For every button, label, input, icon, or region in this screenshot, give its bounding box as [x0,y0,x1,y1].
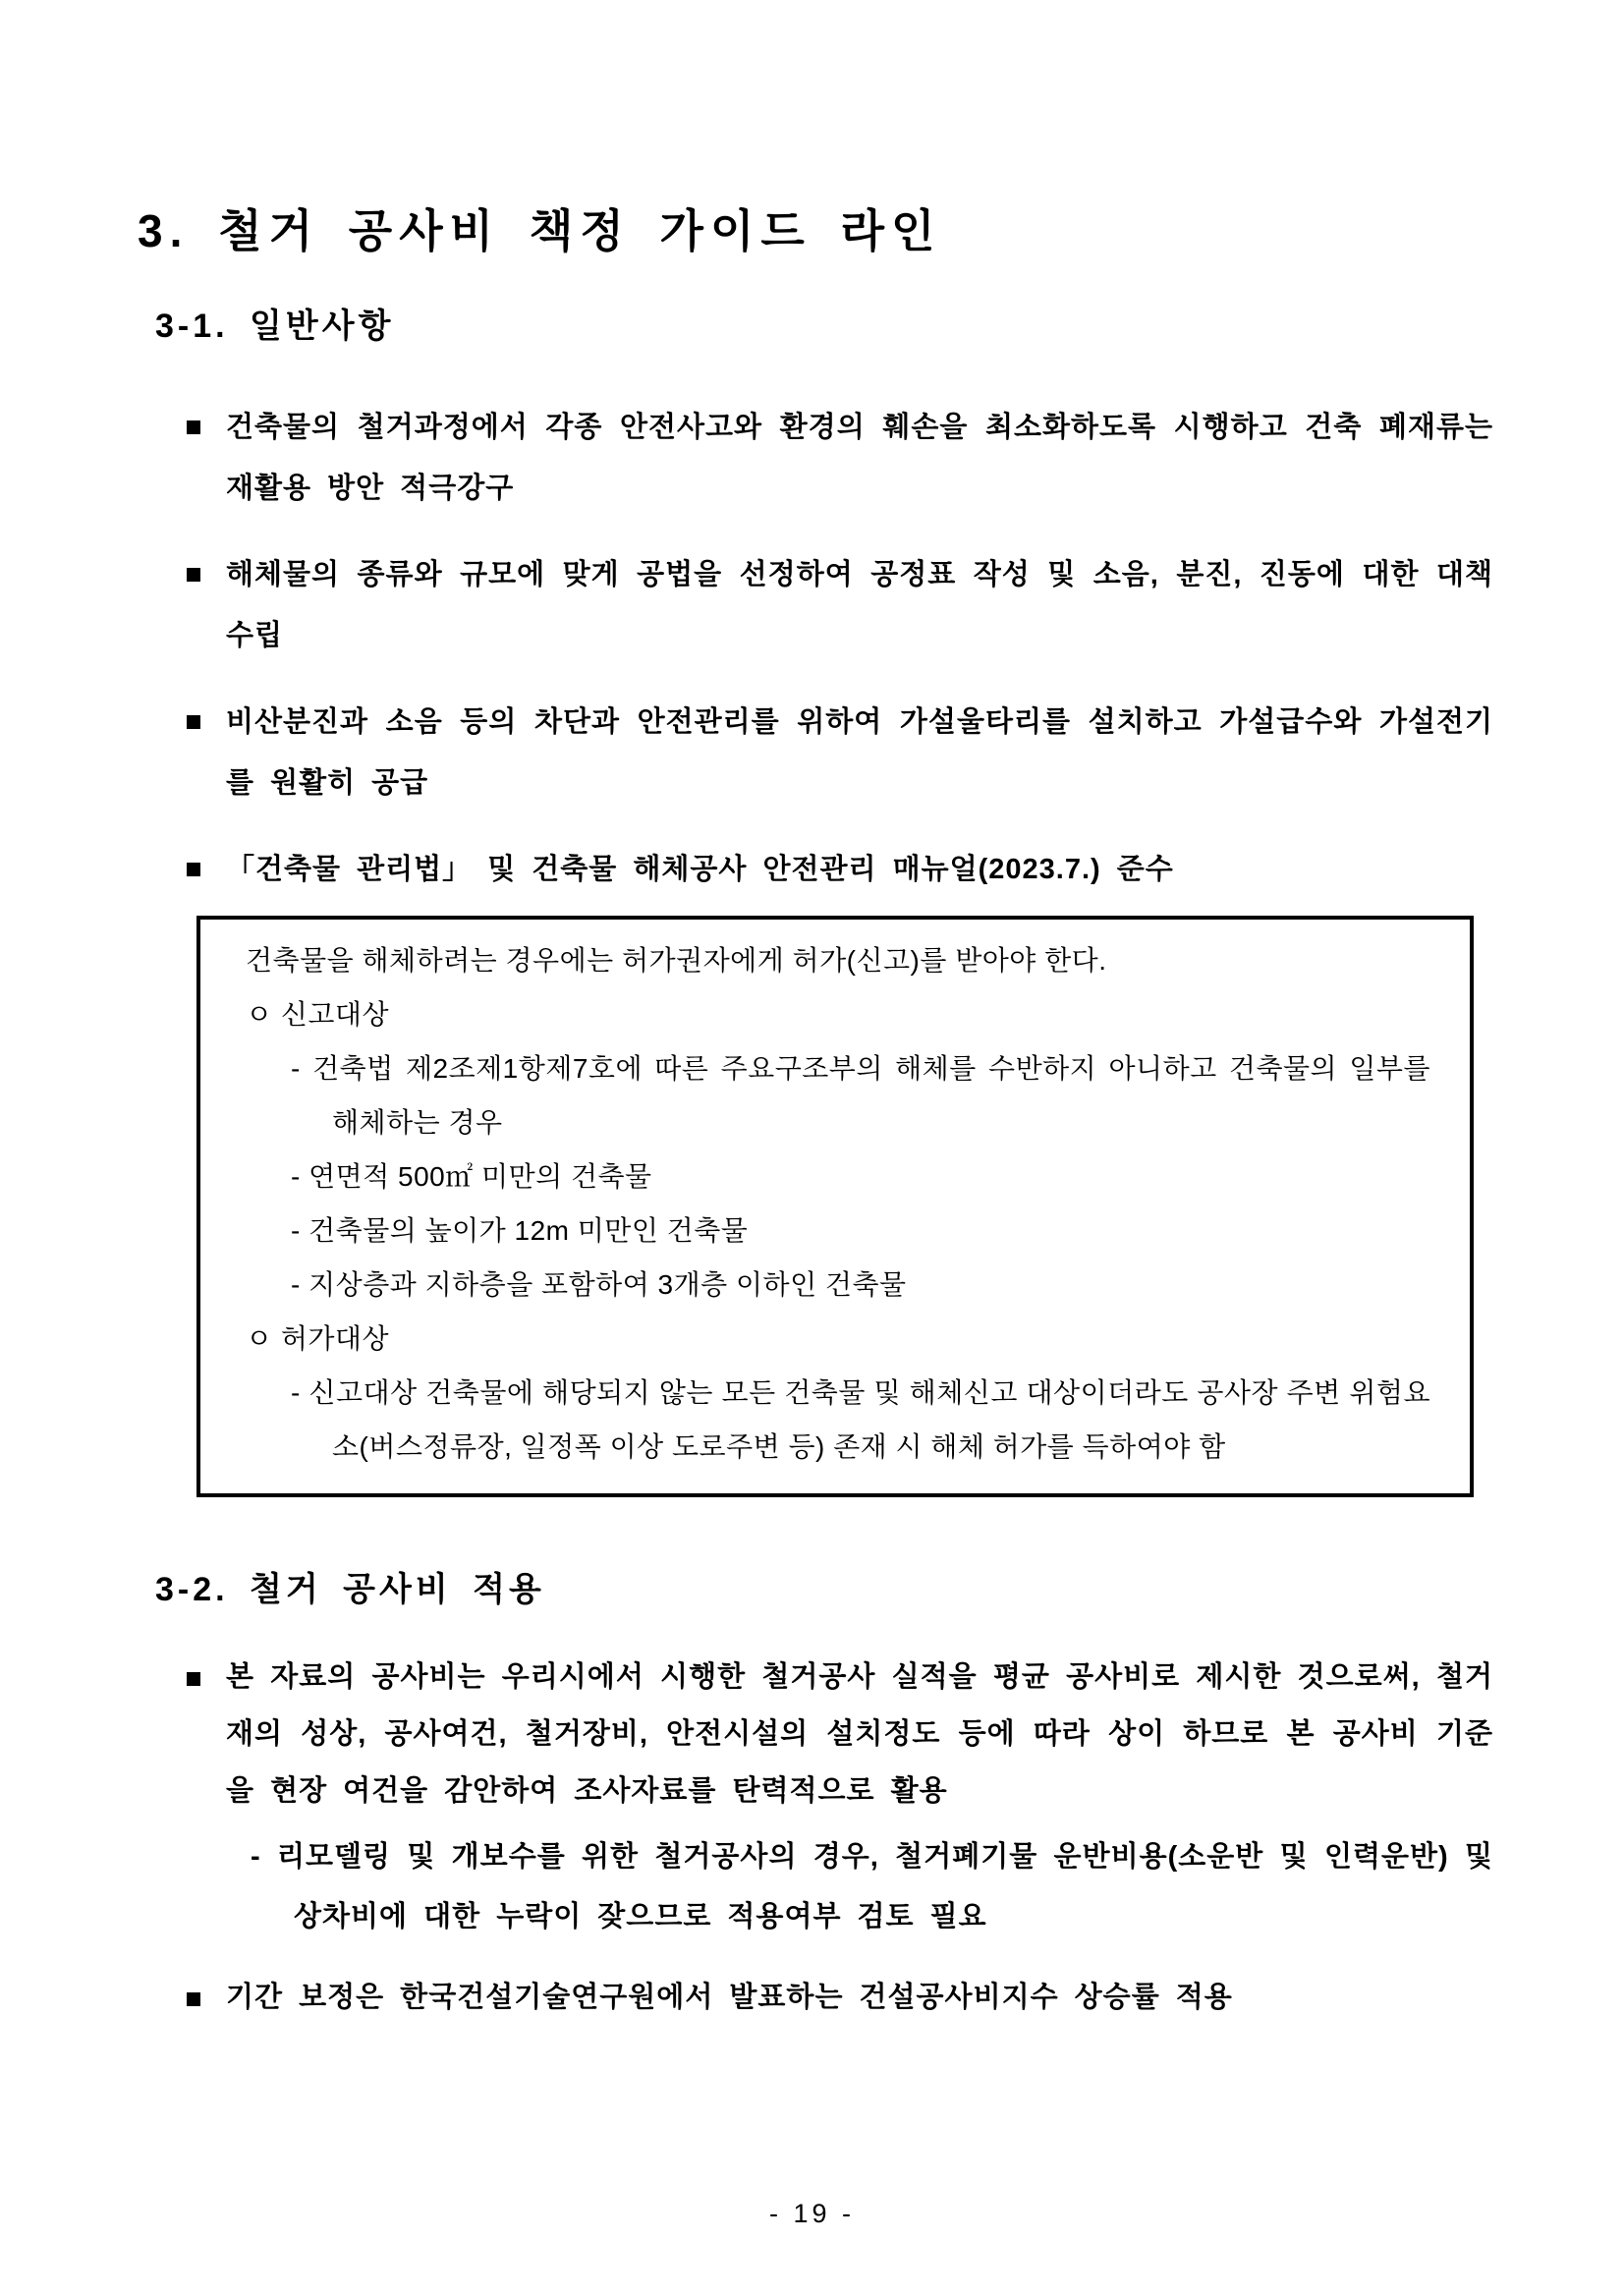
notice-group-label: ㅇ 허가대상 [246,1322,390,1354]
notice-box [196,916,1474,1497]
notice-item: - 신고대상 건축물에 해당되지 않는 모든 건축물 및 해체신고 대상이더라도 공사장 주변 위험요소(버스정류장, 일정폭 이상 도로주변 등) 존재 시 해체 허가를 득하여야 함 [291,1376,1430,1462]
square-bullet-icon [187,863,200,876]
bullet-item [187,839,1493,900]
bullet-item [187,1649,1493,1820]
notice-item: - 연면적 500㎡ 미만의 건축물 [291,1160,652,1192]
square-bullet-icon [187,1992,200,2006]
notice-item: - 지상층과 지하층을 포함하여 3개층 이하인 건축물 [291,1268,907,1300]
bullet-text: 기간 보정은 한국건설기술연구원에서 발표하는 건설공사비지수 상승률 적용 [226,1981,1233,2013]
square-bullet-icon [187,568,200,582]
page-number: - 19 - [768,2199,856,2228]
square-bullet-icon [187,420,200,434]
notice-group-label: ㅇ 신고대상 [246,998,390,1030]
section-3-1-bullet-list [187,397,1493,900]
bullet-item [187,397,1493,519]
bullet-text: 건축물의 철거과정에서 각종 안전사고와 환경의 훼손을 최소화하도록 시행하고 건축 폐재류는 재활용 방안 적극강구 [226,411,1493,504]
section-3-1-heading: 3-1. 일반사항 [155,307,395,345]
bullet-text: 본 자료의 공사비는 우리시에서 시행한 철거공사 실적을 평균 공사비로 제시한 것으로써, 철거재의 성상, 공사여건, 철거장비, 안전시설의 설치정도 등에 따라 상이 하므로 본 공사비 기준을 현장 여건을 감안하여 조사자료를 탄력적으로 활용 [226,1660,1493,1807]
sub-bullet-text: - 리모델링 및 개보수를 위한 철거공사의 경우, 철거폐기물 운반비용(소운반 및 인력운반) 및 상차비에 대한 누락이 잦으므로 적용여부 검토 필요 [251,1840,1493,1932]
notice-item: - 건축물의 높이가 12m 미만인 건축물 [291,1214,749,1246]
bullet-text: 「건축물 관리법」 및 건축물 해체공사 안전관리 매뉴얼(2023.7.) 준수 [226,853,1174,885]
notice-intro: 건축물을 해체하려는 경우에는 허가권자에게 허가(신고)를 받아야 한다. [246,944,1107,976]
section-3-2-heading: 3-2. 철거 공사비 적용 [155,1570,545,1608]
bullet-item [187,544,1493,666]
bullet-text: 해체물의 종류와 규모에 맞게 공법을 선정하여 공정표 작성 및 소음, 분진, 진동에 대한 대책 수립 [226,558,1493,651]
bullet-text: 비산분진과 소음 등의 차단과 안전관리를 위하여 가설울타리를 설치하고 가설급수와 가설전기를 원활히 공급 [226,705,1493,799]
square-bullet-icon [187,715,200,729]
section-3-2-bullet-list [187,1649,1493,2026]
page-title: 3. 철거 공사비 책정 가이드 라인 [138,205,942,256]
bullet-item [187,1969,1493,2026]
bullet-item [187,692,1493,813]
square-bullet-icon [187,1672,200,1686]
notice-item: - 건축법 제2조제1항제7호에 따른 주요구조부의 해체를 수반하지 아니하고 건축물의 일부를 해체하는 경우 [291,1052,1430,1138]
